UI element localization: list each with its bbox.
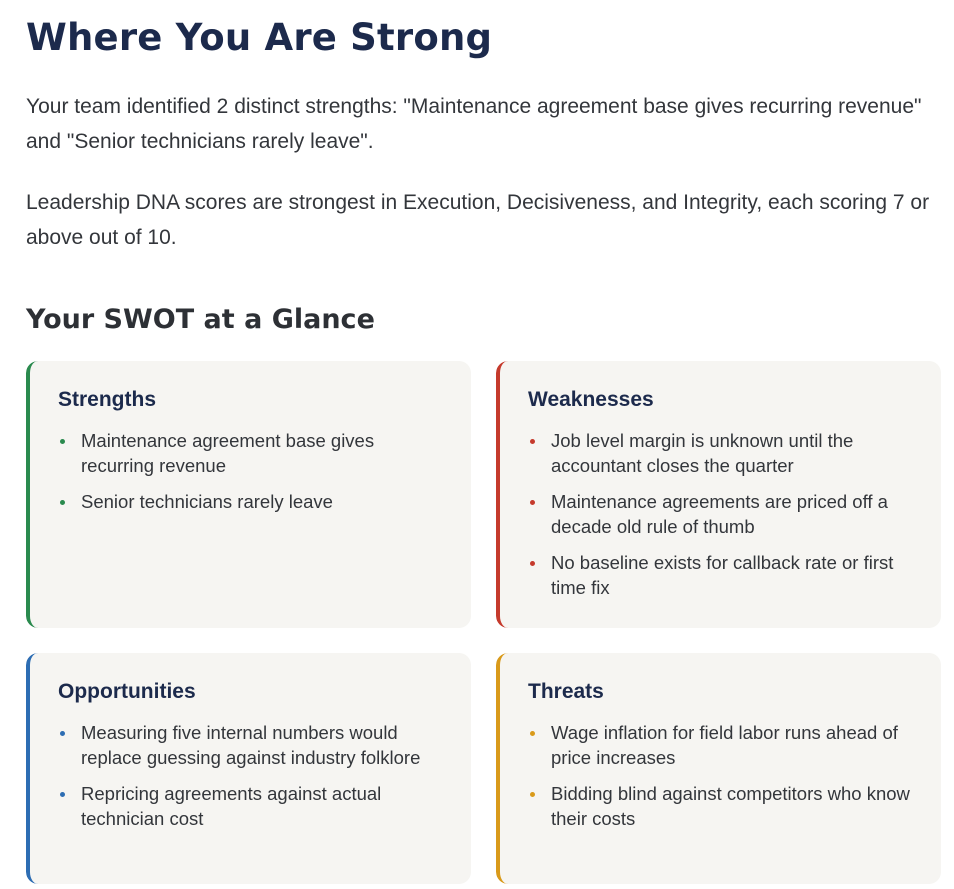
bullet-icon: [530, 561, 535, 566]
list-item: Repricing agreements against actual technician cost: [58, 781, 449, 831]
bullet-icon: [530, 792, 535, 797]
bullet-icon: [530, 439, 535, 444]
strengths-list: [58, 428, 449, 525]
strengths-title: Strengths: [58, 388, 157, 411]
list-item: Bidding blind against competitors who know their costs: [528, 781, 919, 831]
opportunities-list: [58, 720, 449, 842]
weaknesses-card: [496, 361, 941, 628]
strengths-summary-paragraph: Your team identified 2 distinct strengths: "Maintenance agreement base gives recurring revenue" and "Senior technicians rarely leave".: [26, 95, 922, 153]
page-title: Where You Are Strong: [26, 16, 493, 59]
weaknesses-title: Weaknesses: [528, 388, 654, 411]
swot-heading: Your SWOT at a Glance: [26, 304, 375, 335]
list-item: Job level margin is unknown until the accountant closes the quarter: [528, 428, 919, 478]
strengths-card: [26, 361, 471, 628]
bullet-icon: [530, 500, 535, 505]
opportunities-title: Opportunities: [58, 680, 196, 703]
list-item: No baseline exists for callback rate or first time fix: [528, 550, 919, 600]
list-item: Measuring five internal numbers would replace guessing against industry folklore: [58, 720, 449, 770]
bullet-icon: [60, 439, 65, 444]
list-item: Maintenance agreement base gives recurring revenue: [58, 428, 449, 478]
list-item: Wage inflation for field labor runs ahead of price increases: [528, 720, 919, 770]
bullet-icon: [60, 731, 65, 736]
bullet-icon: [60, 792, 65, 797]
list-item: Senior technicians rarely leave: [58, 489, 449, 514]
opportunities-card: [26, 653, 471, 884]
bullet-icon: [60, 500, 65, 505]
leadership-summary-paragraph: Leadership DNA scores are strongest in Execution, Decisiveness, and Integrity, each scoring 7 or above out of 10.: [26, 191, 930, 249]
weaknesses-list: [528, 428, 919, 611]
threats-card: [496, 653, 941, 884]
bullet-icon: [530, 731, 535, 736]
threats-list: [528, 720, 919, 842]
threats-title: Threats: [528, 680, 604, 703]
list-item: Maintenance agreements are priced off a decade old rule of thumb: [528, 489, 919, 539]
